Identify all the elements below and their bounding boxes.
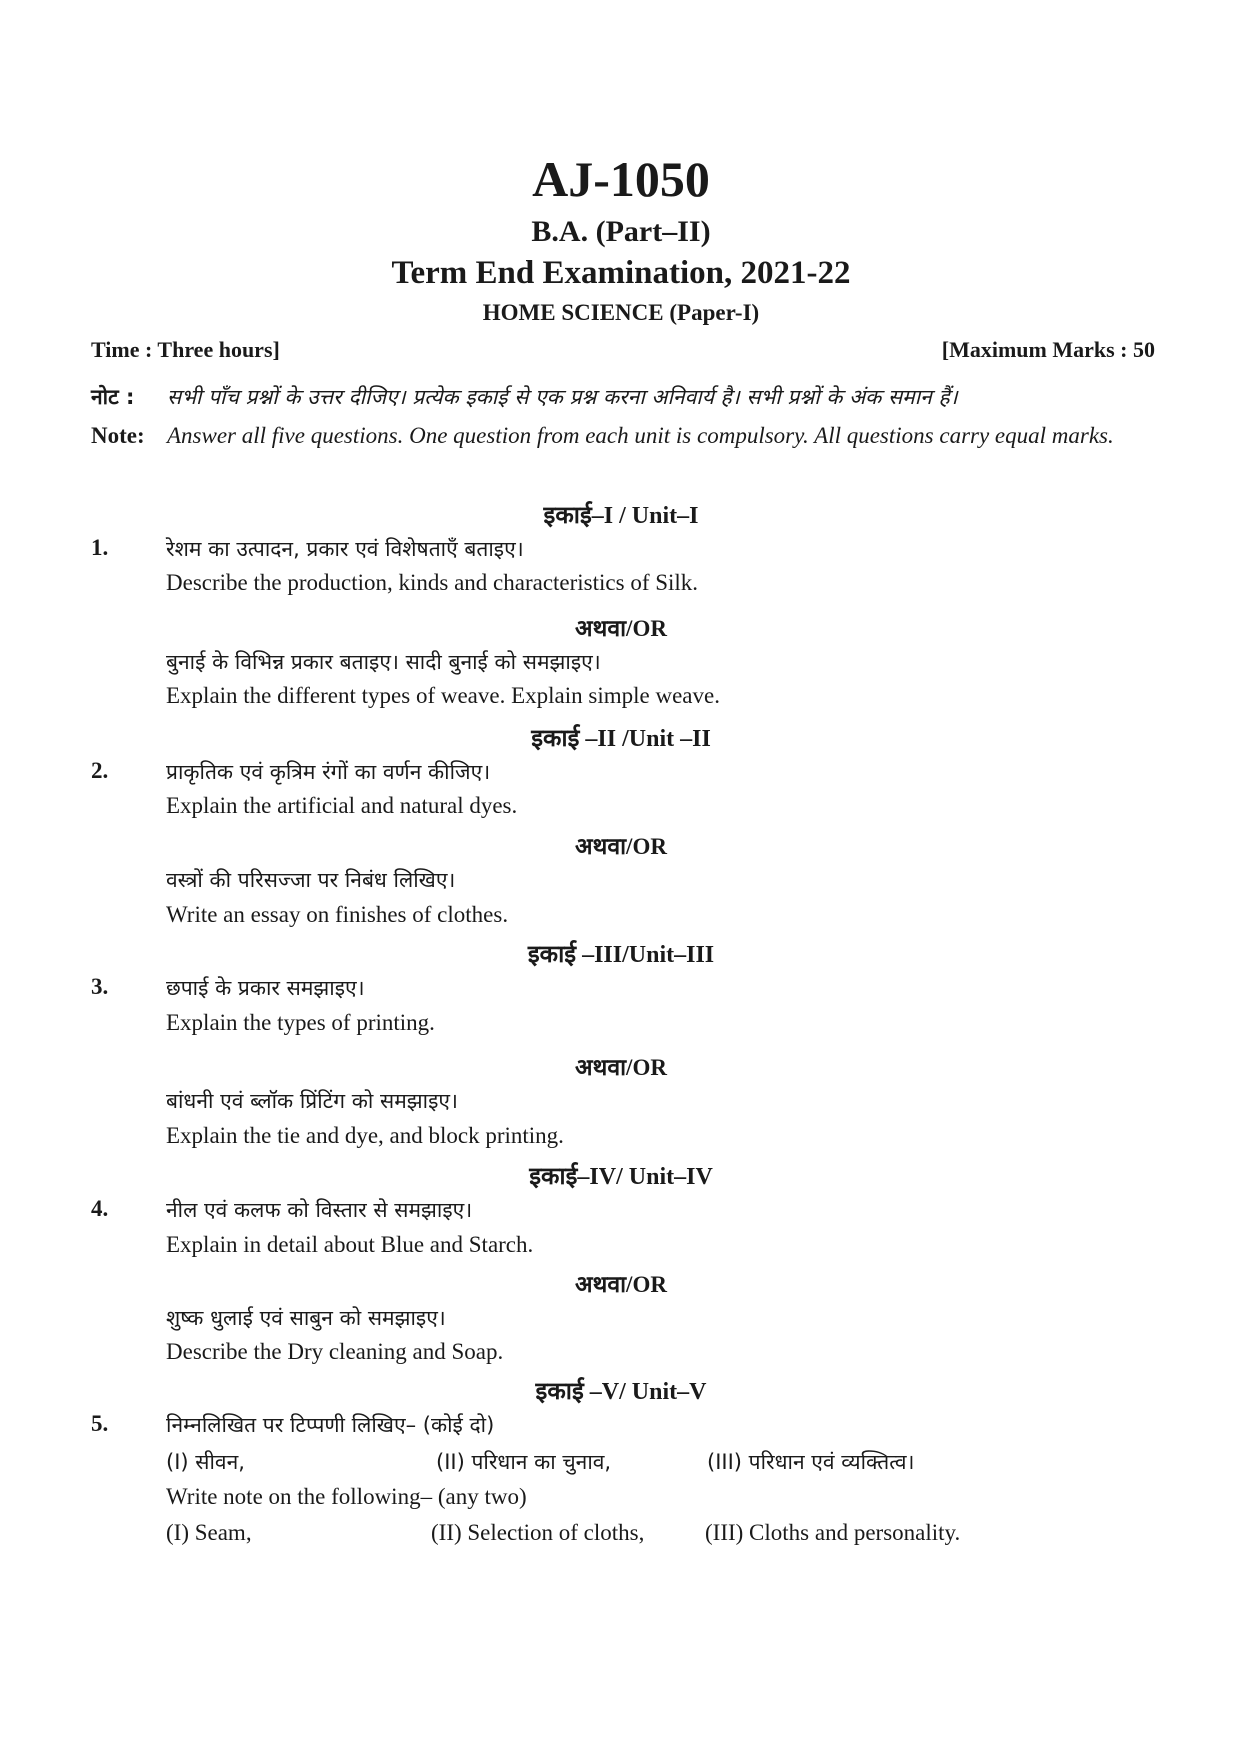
question-text-english: Explain in detail about Blue and Starch. — [166, 1232, 534, 1257]
time-allowed: Time : Three hours] — [91, 337, 280, 362]
maximum-marks: [Maximum Marks : 50 — [941, 337, 1155, 362]
question-text-hindi: प्राकृतिक एवं कृत्रिम रंगों का वर्णन कीजिए। — [166, 760, 491, 784]
option-english: (III) Cloths and personality. — [705, 1520, 961, 1545]
note-hindi-text: सभी पाँच प्रश्नों के उत्तर दीजिए। प्रत्येक इकाई से एक प्रश्न करना अनिवार्य है। सभी प्रश्नों के अंक समान हैं। — [167, 385, 958, 409]
question-text-hindi: बांधनी एवं ब्लॉक प्रिंटिंग को समझाइए। — [166, 1089, 458, 1113]
note-english-text: Answer all five questions. One question from each unit is compulsory. All questions carry equal marks. — [167, 423, 1114, 448]
option-english: (II) Selection of cloths, — [431, 1520, 645, 1545]
question-text-hindi: बुनाई के विभिन्न प्रकार बताइए। सादी बुनाई को समझाइए। — [166, 650, 601, 674]
question-text-english: Explain the tie and dye, and block printing. — [166, 1123, 564, 1148]
or-separator: अथवा/OR — [575, 616, 667, 641]
note-hindi — [91, 380, 1161, 415]
question-text-hindi: शुष्क धुलाई एवं साबुन को समझाइए। — [166, 1306, 446, 1330]
course-title: B.A. (Part–II) — [531, 215, 711, 248]
or-separator: अथवा/OR — [575, 834, 667, 859]
unit-heading: इकाई–IV/ Unit–IV — [529, 1164, 713, 1190]
question-number: 2. — [91, 758, 109, 783]
question-text-english: Explain the types of printing. — [166, 1010, 435, 1035]
or-separator: अथवा/OR — [575, 1272, 667, 1297]
question-text-english: Write an essay on finishes of clothes. — [166, 902, 509, 927]
or-separator: अथवा/OR — [575, 1055, 667, 1080]
option-hindi: (III) परिधान एवं व्यक्तित्व। — [707, 1450, 915, 1474]
note-english-label: Note: — [91, 423, 145, 448]
question-text-english: Explain the artificial and natural dyes. — [166, 793, 518, 818]
option-hindi: (II) परिधान का चुनाव, — [436, 1450, 612, 1474]
option-hindi: (I) सीवन, — [166, 1450, 245, 1474]
unit-heading: इकाई–I / Unit–I — [543, 503, 699, 529]
note-english — [91, 418, 1161, 488]
exam-title: Term End Examination, 2021-22 — [391, 255, 851, 291]
question-number: 4. — [91, 1196, 109, 1221]
question-number: 1. — [91, 535, 109, 560]
question-text-hindi: रेशम का उत्पादन, प्रकार एवं विशेषताएँ बताइए। — [166, 537, 524, 561]
unit-heading: इकाई –II /Unit –II — [531, 726, 711, 752]
question-text-english: Write note on the following– (any two) — [166, 1484, 527, 1509]
question-number: 3. — [91, 974, 109, 999]
question-text-hindi: छपाई के प्रकार समझाइए। — [166, 976, 365, 1000]
question-text-english: Describe the Dry cleaning and Soap. — [166, 1339, 504, 1364]
subject-title: HOME SCIENCE (Paper-I) — [482, 300, 760, 325]
question-number: 5. — [91, 1411, 109, 1436]
question-text-english: Explain the different types of weave. Explain simple weave. — [166, 683, 720, 708]
unit-heading: इकाई –V/ Unit–V — [535, 1379, 707, 1405]
paper-code: AJ-1050 — [532, 151, 710, 207]
unit-heading: इकाई –III/Unit–III — [527, 942, 715, 968]
question-text-hindi: निम्नलिखित पर टिप्पणी लिखिए– (कोई दो) — [166, 1413, 495, 1437]
question-text-hindi: नील एवं कलफ को विस्तार से समझाइए। — [166, 1198, 473, 1222]
question-text-english: Describe the production, kinds and characteristics of Silk. — [166, 570, 699, 595]
note-hindi-label: नोट : — [91, 385, 135, 409]
question-text-hindi: वस्त्रों की परिसज्जा पर निबंध लिखिए। — [166, 868, 456, 892]
option-english: (I) Seam, — [166, 1520, 252, 1545]
